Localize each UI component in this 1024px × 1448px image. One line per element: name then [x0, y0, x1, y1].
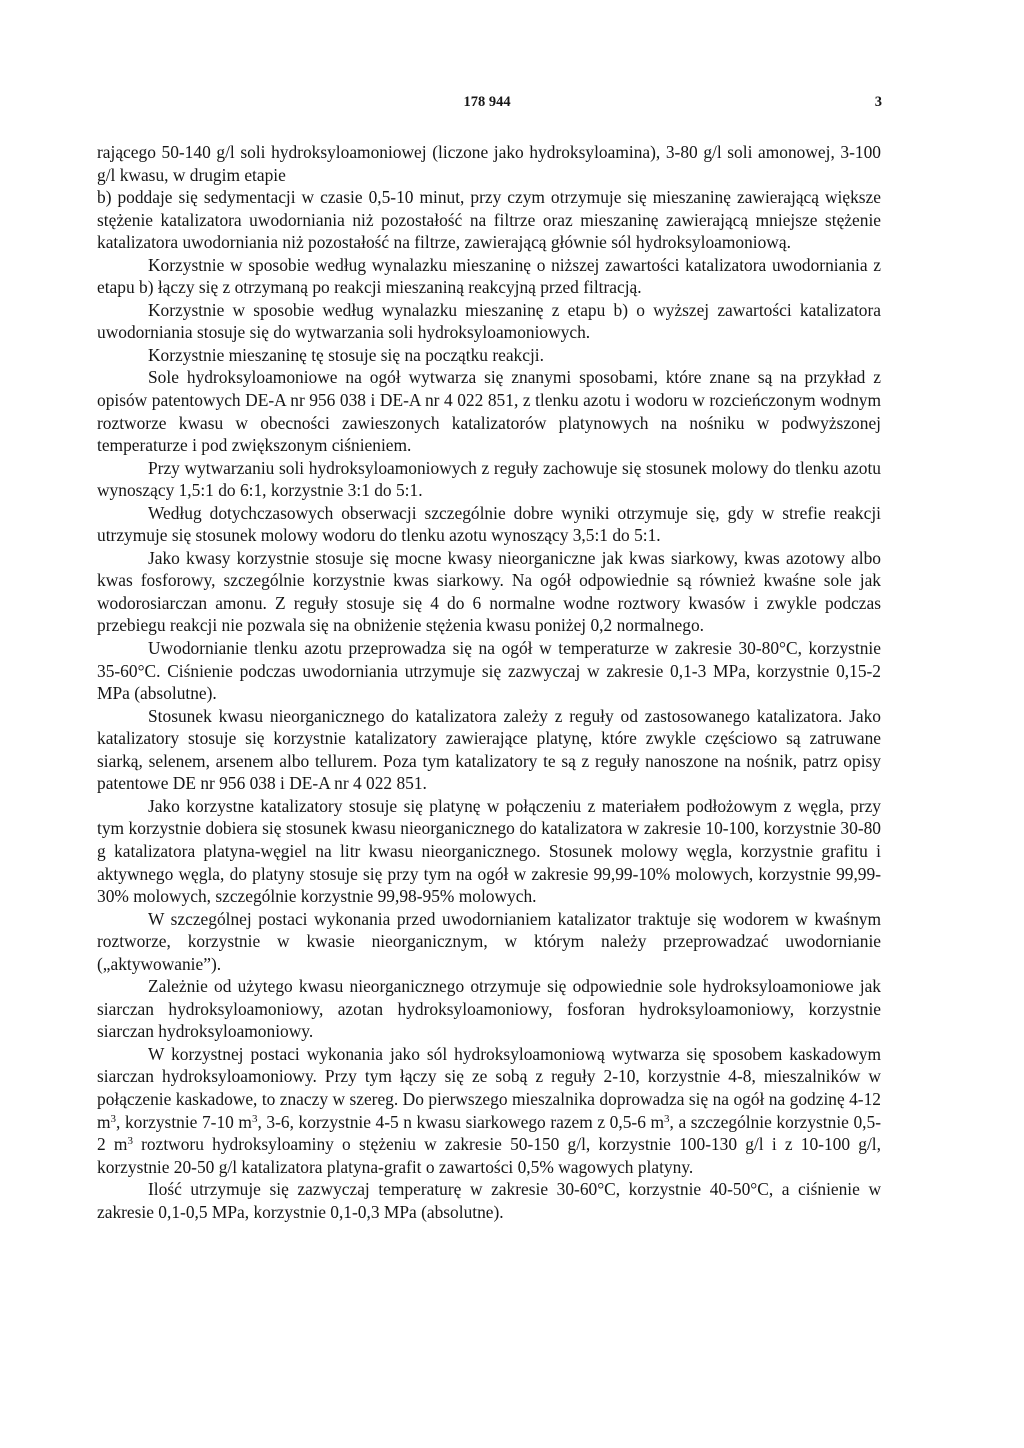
superscript: 3	[110, 1112, 117, 1125]
patent-number: 178 944	[463, 94, 511, 110]
paragraph	[97, 547, 881, 637]
paragraph	[97, 299, 881, 344]
paragraph-text: rającego 50-140 g/l soli hydroksyloamoniowej (liczone jako hydroksyloamina), 3-80 g/l soli amonowej, 3-100 g/l kwasu, w drugim etapie	[97, 142, 881, 185]
paragraph-text: , 3-6, korzystnie 4-5 n kwasu siarkowego razem z 0,5-6 m	[257, 1111, 665, 1132]
paragraph	[97, 1043, 881, 1178]
paragraph	[97, 254, 881, 299]
paragraph-text: b) poddaje się sedymentacji w czasie 0,5-10 minut, przy czym otrzymuje się mieszaninę zawierającą większe stężenie katalizatora uwodorniania niż pozostałość na filtrze oraz mieszaninę zawierającą mniejsze stężenie katalizatora uwodorniania niż pozostałość na filtrze, zawierającą głównie sól hydroksyloamoniową.	[97, 187, 881, 253]
paragraph-text: Uwodornianie tlenku azotu przeprowadza się na ogół w temperaturze w zakresie 30-80°C, korzystnie 35-60°C. Ciśnienie podczas uwodorniania utrzymuje się zazwyczaj w zakresie 0,1-3 MPa, korzystnie 0,15-2 MPa (absolutne).	[97, 638, 881, 704]
paragraph-text: Korzystnie mieszaninę tę stosuje się na początku reakcji.	[148, 344, 544, 365]
paragraph-text: , korzystnie 7-10 m	[116, 1111, 252, 1132]
paragraph	[97, 637, 881, 705]
paragraph	[97, 502, 881, 547]
paragraph-text: Korzystnie w sposobie według wynalazku mieszaninę o niższej zawartości katalizatora uwodorniania z etapu b) łączy się z otrzymaną po reakcji mieszaniną reakcyjną przed filtracją.	[97, 254, 881, 298]
superscript: 3	[127, 1135, 133, 1148]
paragraph-text: Sole hydroksyloamoniowe na ogół wytwarza się znanymi sposobami, które znane są na przykład z opisów patentowych DE-A nr 956 038 i DE-A nr 4 022 851, z tlenku azotu i wodoru w rozcieńczonym wodnym roztworze kwasu w obecności zawieszonych katalizatorów platynowych na nośniku w podwyższonej temperaturze i pod zwiększonym ciśnieniem.	[97, 367, 881, 456]
paragraph-text: Przy wytwarzaniu soli hydroksyloamoniowych z reguły zachowuje się stosunek molowy do tlenku azotu wynoszący 1,5:1 do 6:1, korzystnie 3:1 do 5:1.	[97, 457, 881, 501]
superscript: 3	[664, 1112, 670, 1125]
paragraph	[97, 141, 881, 186]
paragraph	[97, 705, 881, 795]
page-number: 3	[874, 94, 882, 110]
superscript: 3	[251, 1112, 258, 1125]
paragraph-text: , a szczególnie korzystnie 0,5-2 m	[97, 1111, 881, 1155]
paragraph-text: Jako kwasy korzystnie stosuje się mocne kwasy nieorganiczne jak kwas siarkowy, kwas azotowy albo kwas fosforowy, szczególnie korzystnie kwas siarkowy. Na ogół odpowiednie są również kwaśne sole jak wodorosiarczan amonu. Z reguły stosuje się 4 do 6 normalne wodne roztwory kwasów i zwykle podczas przebiegu reakcji nie pozwala się na obniżenie stężenia kwasu poniżej 0,2 normalnego.	[97, 547, 881, 636]
paragraph	[97, 795, 881, 908]
paragraph-text: Zależnie od użytego kwasu nieorganicznego otrzymuje się odpowiednie sole hydroksyloamoniowe jak siarczan hydroksyloamoniowy, azotan hydroksyloamoniowy, fosforan hydroksyloamoniowy, korzystnie siarczan hydroksyloamoniowy.	[97, 976, 881, 1042]
paragraph	[97, 344, 881, 367]
paragraph	[97, 908, 881, 976]
paragraph-text: Według dotychczasowych obserwacji szczególnie dobre wyniki otrzymuje się, gdy w strefie reakcji utrzymuje się stosunek molowy wodoru do tlenku azotu wynoszący 3,5:1 do 5:1.	[97, 502, 881, 546]
paragraph-text: Jako korzystne katalizatory stosuje się platynę w połączeniu z materiałem podłożowym z węgla, przy tym korzystnie dobiera się stosunek kwasu nieorganicznego do katalizatora w zakresie 10-100, korzystnie 30-80 g katalizatora platyna-węgiel na litr kwasu nieorganicznego. Stosunek molowy węgla, korzystnie grafitu i aktywnego węgla, do platyny stosuje się przy tym na ogół w zakresie 99,99-10% molowych, korzystnie 99,99-30% molowych, szczególnie korzystnie 99,98-95% molowych.	[97, 795, 881, 907]
paragraph-text: roztworu hydroksyloaminy o stężeniu w zakresie 50-150 g/l, korzystnie 100-130 g/l i z 10-100 g/l, korzystnie 20-50 g/l katalizatora platyna-grafit o zawartości 0,5% wagowych platyny.	[97, 1134, 881, 1177]
paragraph	[97, 457, 881, 502]
paragraph-text: Ilość utrzymuje się zazwyczaj temperaturę w zakresie 30-60°C, korzystnie 40-50°C, a ciśnienie w zakresie 0,1-0,5 MPa, korzystnie 0,1-0,3 MPa (absolutne).	[97, 1179, 881, 1222]
paragraph-text: W korzystnej postaci wykonania jako sól hydroksyloamoniową wytwarza się sposobem kaskadowym siarczan hydroksyloamoniowy. Przy tym łączy się ze sobą z reguły 2-10, korzystnie 4-8, mieszalników w połączenie kaskadowe, to znaczy w szereg. Do pierwszego mieszalnika doprowadza się na ogół na godzinę 4-12 m	[97, 1043, 881, 1132]
paragraph	[97, 366, 881, 456]
document-body	[97, 141, 881, 1223]
paragraph	[97, 1178, 881, 1223]
paragraph-text: Korzystnie w sposobie według wynalazku mieszaninę z etapu b) o wyższej zawartości katalizatora uwodorniania stosuje się do wytwarzania soli hydroksyloamoniowych.	[97, 299, 881, 343]
paragraph	[97, 975, 881, 1043]
page-header	[92, 94, 882, 114]
paragraph	[97, 186, 881, 254]
paragraph-text: Stosunek kwasu nieorganicznego do katalizatora zależy z reguły od zastosowanego katalizatora. Jako katalizatory stosuje się korzystnie katalizatory zawierające platynę, które zwykle częściowo są zatruwane siarką, selenem, arsenem albo tellurem. Poza tym katalizatory te są z reguły nanoszone na nośnik, patrz opisy patentowe DE nr 956 038 i DE-A nr 4 022 851.	[97, 705, 881, 794]
paragraph-text: W szczególnej postaci wykonania przed uwodornianiem katalizator traktuje się wodorem w kwaśnym roztworze, korzystnie w kwasie nieorganicznym, w którym należy przeprowadzać uwodornianie („aktywowanie”).	[97, 908, 881, 974]
